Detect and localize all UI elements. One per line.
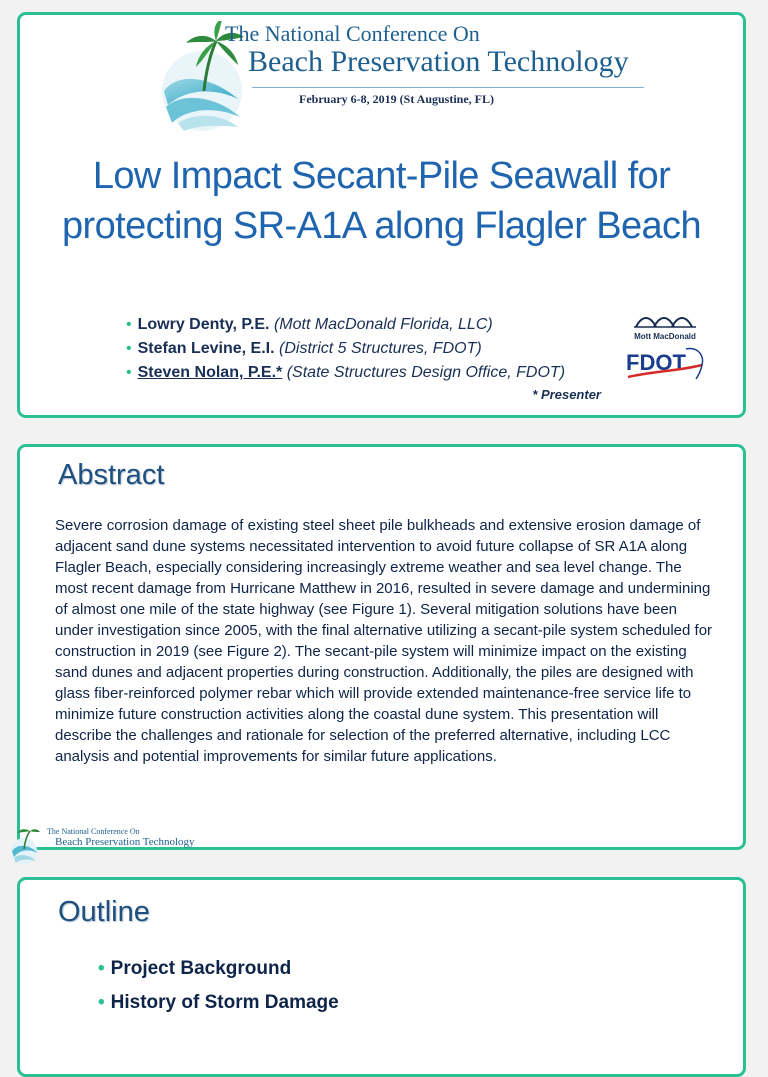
author-affiliation: (State Structures Design Office, FDOT) (286, 364, 566, 381)
author-name: Steven Nolan, P.E.* (137, 364, 283, 381)
footer-logo-line1: The National Conference On (47, 827, 140, 836)
outline-item-label: History of Storm Damage (110, 992, 339, 1013)
author-affiliation: (Mott MacDonald Florida, LLC) (273, 316, 493, 333)
bullet-icon: • (98, 992, 105, 1013)
bullet-icon: • (126, 340, 132, 357)
mott-macdonald-logo-text: Mott MacDonald (634, 332, 696, 341)
footer-logo-line2: Beach Preservation Technology (55, 836, 195, 848)
author-item (126, 313, 565, 337)
presentation-title (20, 151, 743, 251)
conference-date: February 6-8, 2019 (St Augustine, FL) (299, 92, 494, 106)
author-name: Stefan Levine, E.I. (137, 340, 275, 357)
author-list (126, 313, 565, 385)
title-line1: Low Impact Secant-Pile Seawall for (92, 155, 671, 197)
author-affiliation: (District 5 Structures, FDOT) (279, 340, 482, 357)
title-line2: protecting SR-A1A along Flagler Beach (62, 205, 701, 247)
outline-heading: Outline (58, 896, 150, 928)
abstract-slide (17, 444, 746, 850)
outline-item-label: Project Background (110, 958, 292, 979)
presenter-note: * Presenter (532, 387, 601, 402)
conference-name-line1: The National Conference On (225, 21, 480, 46)
fdot-logo-icon (624, 343, 708, 383)
outline-item (98, 986, 339, 1020)
abstract-body: Severe corrosion damage of existing steel sheet pile bulkheads and extensive erosion damage of adjacent sand dune systems necessitated intervention to avoid future collapse of SR A1A along Flagler Beach, especially considering increasingly extreme weather and sea level change. The most recent damage from Hurricane Matthew in 2016, resulted in severe damage and undermining of almost one mile of the state highway (see Figure 1). Several mitigation solutions have been under investigation since 2005, with the final alternative utilizing a secant-pile system scheduled for construction in 2019 (see Figure 2). The secant-pile system will minimize impact on the existing sand dunes and adjacent properties during construction. Additionally, the piles are designed with glass fiber-reinforced polymer rebar which will provide extended maintenance-free service life to minimize future construction activities along the coastal dune system. This presentation will describe the challenges and rationale for selection of the preferred alternative, including LCC analysis and potential improvements for similar future applications. (55, 517, 713, 765)
author-item (126, 337, 565, 361)
mott-macdonald-logo-icon (628, 311, 702, 341)
abstract-heading: Abstract (58, 459, 165, 491)
outline-item (98, 952, 339, 986)
outline-slide (17, 877, 746, 1077)
outline-list (98, 952, 339, 1020)
title-slide (17, 12, 746, 418)
fdot-logo-text: FDOT (626, 350, 686, 375)
author-name: Lowry Denty, P.E. (137, 316, 270, 333)
header-divider (252, 87, 644, 88)
author-item (126, 361, 565, 385)
bullet-icon: • (98, 958, 105, 979)
conference-name-line2: Beach Preservation Technology (248, 45, 629, 78)
bullet-icon: • (126, 316, 132, 333)
bullet-icon: • (126, 364, 132, 381)
